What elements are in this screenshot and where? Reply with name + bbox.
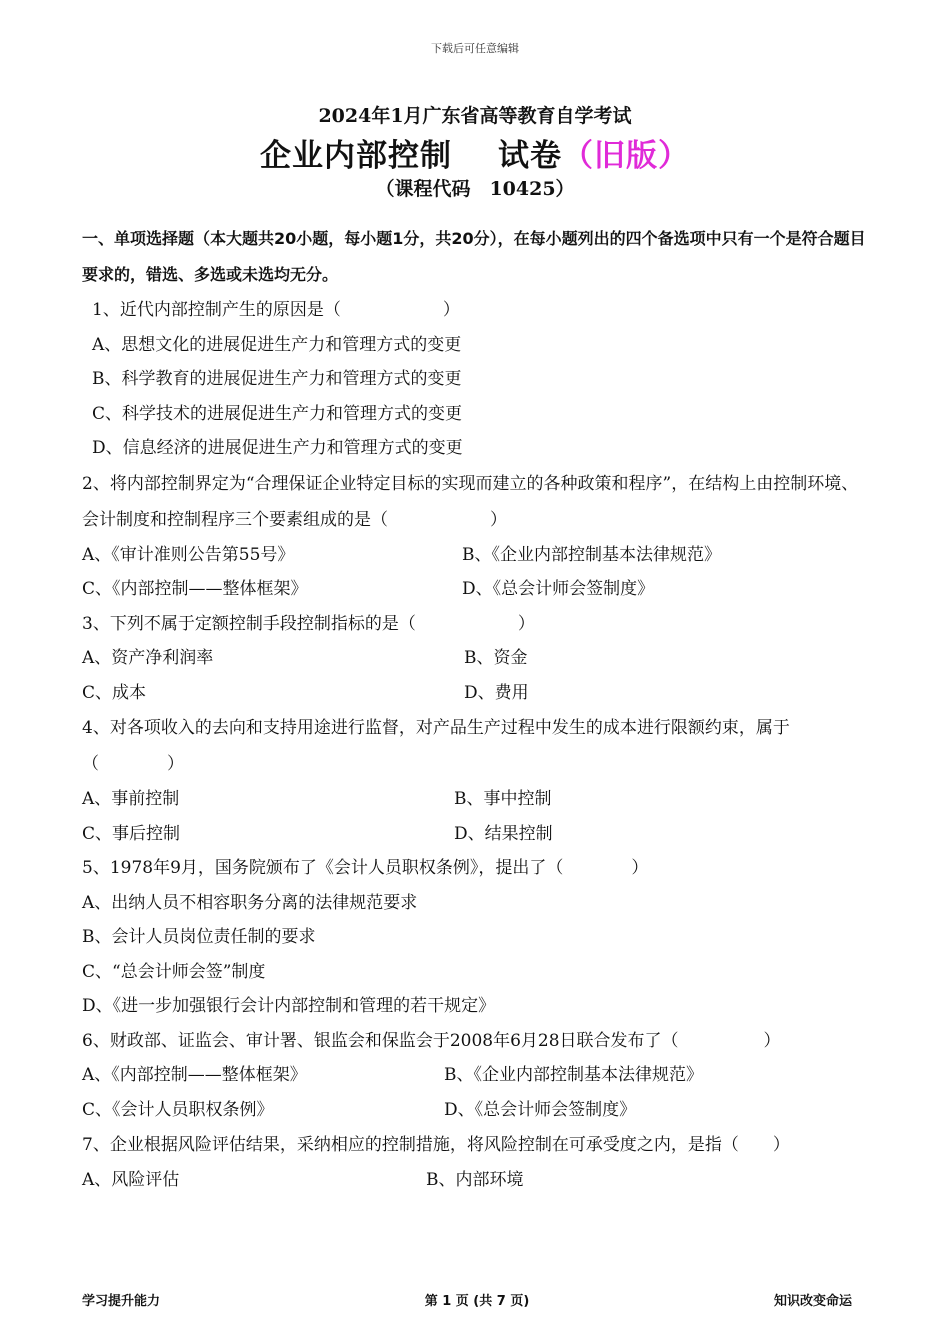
- question-stem: 4、对各项收入的去向和支持用途进行监督，对产品生产过程中发生的成本进行限额约束，属于（ ）: [82, 718, 790, 774]
- footer-left: 学习提升能力: [82, 1294, 161, 1309]
- option-b: B、《企业内部控制基本法律规范》: [462, 544, 721, 565]
- option-row: [82, 1093, 872, 1128]
- exam-title: 2024年1月广东省高等教育自学考试: [318, 105, 632, 127]
- option-b: B、事中控制: [454, 789, 552, 809]
- option-d: D、《总会计师会签制度》: [462, 579, 655, 599]
- option-a: A、事前控制: [82, 789, 180, 809]
- question-stem: 1、近代内部控制产生的原因是（ ）: [92, 300, 460, 320]
- option-row: [82, 538, 872, 573]
- option-d: D、信息经济的进展促进生产力和管理方式的变更: [92, 438, 463, 458]
- option-c: C、成本: [82, 682, 147, 703]
- option-d: D、《总会计师会签制度》: [444, 1099, 637, 1120]
- option-row: [82, 676, 872, 711]
- option-a: A、《内部控制——整体框架》: [82, 1065, 307, 1085]
- option-row: [82, 782, 872, 817]
- option-c: C、《会计人员职权条例》: [82, 1099, 274, 1120]
- course-code: （课程代码 10425）: [375, 178, 575, 200]
- option-row: [82, 572, 872, 607]
- option-b: B、资金: [464, 648, 528, 668]
- exam-content: [82, 221, 872, 1198]
- question-stem: 5、1978年9月，国务院颁布了《会计人员职权条例》，提出了（ ）: [82, 858, 649, 878]
- option-d: D、费用: [464, 682, 529, 703]
- option-c: C、“总会计师会签”制度: [82, 961, 266, 982]
- option-b: B、会计人员岗位责任制的要求: [82, 927, 316, 947]
- paper-label: 试卷: [498, 138, 562, 174]
- option-c: C、《内部控制——整体框架》: [82, 579, 308, 599]
- option-b: B、科学教育的进展促进生产力和管理方式的变更: [92, 369, 462, 389]
- option-d: D、《进一步加强银行会计内部控制和管理的若干规定》: [82, 996, 496, 1016]
- section-heading: 一、单项选择题（本大题共20小题，每小题1分，共20分），在每小题列出的四个备选项中只有一个是符合题目要求的，错选、多选或未选均无分。: [82, 229, 866, 284]
- course-name: 企业内部控制: [260, 138, 452, 174]
- question-stem: 7、企业根据风险评估结果，采纳相应的控制措施，将风险控制在可承受度之内，是指（ ）: [82, 1135, 790, 1155]
- option-row: [82, 1058, 872, 1093]
- option-c: C、科学技术的进展促进生产力和管理方式的变更: [92, 403, 463, 424]
- option-a: A、《审计准则公告第55号》: [82, 544, 295, 565]
- option-b: B、《企业内部控制基本法律规范》: [444, 1065, 703, 1085]
- paper-title: [0, 130, 950, 175]
- option-d: D、结果控制: [454, 823, 553, 844]
- version-label: （旧版）: [562, 138, 690, 174]
- question-stem: 3、下列不属于定额控制手段控制指标的是（ ）: [82, 613, 535, 634]
- option-c: C、事后控制: [82, 823, 181, 844]
- question-stem: 2、将内部控制界定为“合理保证企业特定目标的实现而建立的各种政策和程序”，在结构上由控制环境、会计制度和控制程序三个要素组成的是（ ）: [82, 473, 859, 530]
- option-a: A、风险评估: [82, 1170, 180, 1190]
- option-row: [82, 817, 872, 852]
- page-header-note: 下载后可任意编辑: [431, 42, 519, 55]
- option-a: A、资产净利润率: [82, 648, 214, 668]
- option-a: A、思想文化的进展促进生产力和管理方式的变更: [92, 334, 462, 355]
- footer-right: 知识改变命运: [773, 1294, 852, 1309]
- option-row: [82, 1163, 872, 1198]
- option-b: B、内部环境: [426, 1170, 524, 1190]
- option-a: A、出纳人员不相容职务分离的法律规范要求: [82, 892, 418, 913]
- page-number: 第 1 页 (共 7 页): [424, 1294, 530, 1309]
- option-row: [82, 641, 872, 676]
- question-stem: 6、财政部、证监会、审计署、银监会和保监会于2008年6月28日联合发布了（ ）: [82, 1030, 781, 1051]
